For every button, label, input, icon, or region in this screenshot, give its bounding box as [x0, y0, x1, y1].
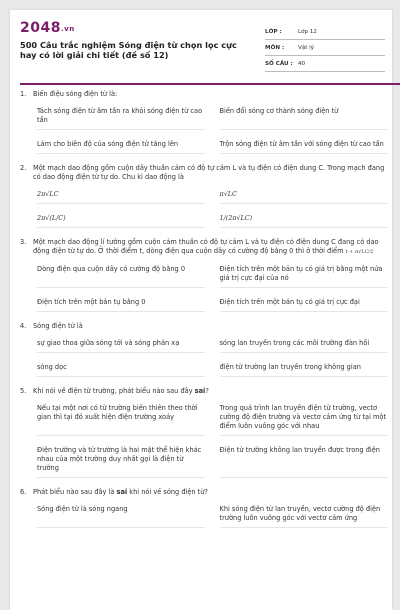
option-d[interactable]: 1/(2π√LC)	[220, 214, 388, 228]
question-prompt: Biến điệu sóng điện từ là:	[33, 90, 118, 98]
meta-row-class	[265, 26, 385, 40]
question-number: 1.	[20, 90, 27, 98]
question-text	[20, 90, 388, 99]
question-6	[20, 488, 388, 528]
meta-value: Lớp 12	[298, 29, 317, 35]
option-a[interactable]: Nếu tại một nơi có từ trường biến thiên theo thời gian thì tại đó xuất hiện điện trường xoáy	[37, 404, 205, 436]
page-title: 500 Câu trắc nghiệm Sóng điện từ chọn lọc cực hay có lời giải chi tiết (đề số 12)	[20, 40, 237, 60]
option-grid	[20, 265, 388, 312]
question-1	[20, 90, 388, 154]
question-prompt: Khi nói về điện từ trường, phát biểu nào sau đây	[33, 387, 195, 395]
option-d[interactable]: Trộn sóng điện từ âm tần với sóng điện từ cao tần	[220, 140, 388, 154]
question-number: 3.	[20, 238, 27, 246]
logo-text: 2048	[20, 20, 61, 36]
question-text	[20, 387, 388, 396]
question-4	[20, 322, 388, 377]
option-c[interactable]: Làm cho biên độ của sóng điện từ tăng lên	[37, 140, 205, 154]
option-c[interactable]: 2π√(L/C)	[37, 214, 205, 228]
option-c[interactable]: Điện tích trên một bản tụ bằng 0	[37, 298, 205, 312]
question-text	[20, 488, 388, 497]
option-b[interactable]: sóng lan truyền trong các môi trường đàn hồi	[220, 339, 388, 353]
option-d[interactable]: Điện tích trên một bản tụ có giá trị cực đại	[220, 298, 388, 312]
option-c[interactable]: sóng dọc	[37, 363, 205, 377]
option-b[interactable]: π√LC	[220, 190, 388, 204]
question-list	[20, 90, 388, 538]
meta-value: Vật lý	[298, 45, 315, 51]
question-prompt-end: ?	[205, 387, 209, 395]
meta-value: 40	[298, 61, 306, 67]
option-grid	[20, 107, 388, 154]
option-a[interactable]: Dòng điện qua cuộn dây có cường độ bằng 0	[37, 265, 205, 288]
question-prompt: Phát biểu nào sau đây là	[33, 488, 117, 496]
question-text	[20, 238, 388, 257]
question-text	[20, 164, 388, 182]
meta-info	[265, 26, 385, 74]
question-emphasis: sai	[116, 488, 128, 496]
logo[interactable]	[20, 20, 75, 36]
question-prompt: Một mạch dao động gồm cuộn dây thuần cảm có độ tự cảm L và tụ điện có điện dung C. Trong mạch đang có dao động điện từ tự do. Chu kì dao động là	[33, 164, 385, 181]
meta-key: SỐ CÂU :	[265, 61, 293, 67]
option-b[interactable]: Biến đổi sóng cơ thành sóng điện từ	[220, 107, 388, 130]
question-number: 5.	[20, 387, 27, 395]
document-page	[10, 10, 392, 610]
question-prompt-end: khi nói về sóng điện từ?	[127, 488, 208, 496]
question-text	[20, 322, 388, 331]
question-number: 4.	[20, 322, 27, 330]
option-a[interactable]: 2π√LC	[37, 190, 205, 204]
option-a[interactable]: Sóng điện từ là sóng ngang	[37, 505, 205, 528]
logo-suffix: .vn	[60, 25, 75, 33]
option-grid	[20, 339, 388, 377]
option-b[interactable]: Điện tích trên một bản tụ có giá trị bằng một nửa giá trị cực đại của nó	[220, 265, 388, 288]
option-grid	[20, 505, 388, 528]
question-5	[20, 387, 388, 478]
option-a[interactable]: sự giao thoa giữa sóng tới và sóng phản xạ	[37, 339, 205, 353]
question-number: 2.	[20, 164, 27, 172]
question-prompt: Một mạch dao động lí tưởng gồm cuộn cảm thuần có độ tự cảm L và tụ điện có điện dung C đang có dao động điện từ tự do. Ở thời điểm t, dòng điện qua cuộn dây có cường độ bằng 0 thì ở thời điểm	[33, 238, 379, 255]
option-grid	[20, 404, 388, 478]
question-number: 6.	[20, 488, 27, 496]
option-b[interactable]: Trong quá trình lan truyền điện từ trường, vectơ cường độ điện trường và vectơ cảm ứng từ tại một điểm luôn vuông góc với nhau	[220, 404, 388, 436]
option-grid	[20, 190, 388, 228]
header-divider	[20, 83, 400, 85]
question-prompt: Sóng điện từ là	[33, 322, 83, 330]
time-formula: t + π√LC/2	[345, 249, 374, 255]
option-c[interactable]: Điện trường và từ trường là hai mặt thể hiện khác nhau của một trường duy nhất gọi là điện từ trường	[37, 446, 205, 478]
question-emphasis: sai	[194, 387, 206, 395]
option-d[interactable]: Điện từ trường không lan truyền được trong điện	[220, 446, 388, 478]
question-2	[20, 164, 388, 228]
meta-key: MÔN :	[265, 45, 285, 51]
meta-key: LỚP :	[265, 29, 282, 35]
option-d[interactable]: điện từ trường lan truyền trong không gian	[220, 363, 388, 377]
meta-row-count	[265, 58, 385, 72]
meta-row-subject	[265, 42, 385, 56]
option-b[interactable]: Khi sóng điện từ lan truyền, vectơ cường độ điện trường luôn vuông góc với vectơ cảm ứng	[220, 505, 388, 528]
option-a[interactable]: Tách sóng điện từ âm tần ra khỏi sóng điện từ cao tần	[37, 107, 205, 130]
question-3	[20, 238, 388, 312]
header	[20, 20, 388, 78]
